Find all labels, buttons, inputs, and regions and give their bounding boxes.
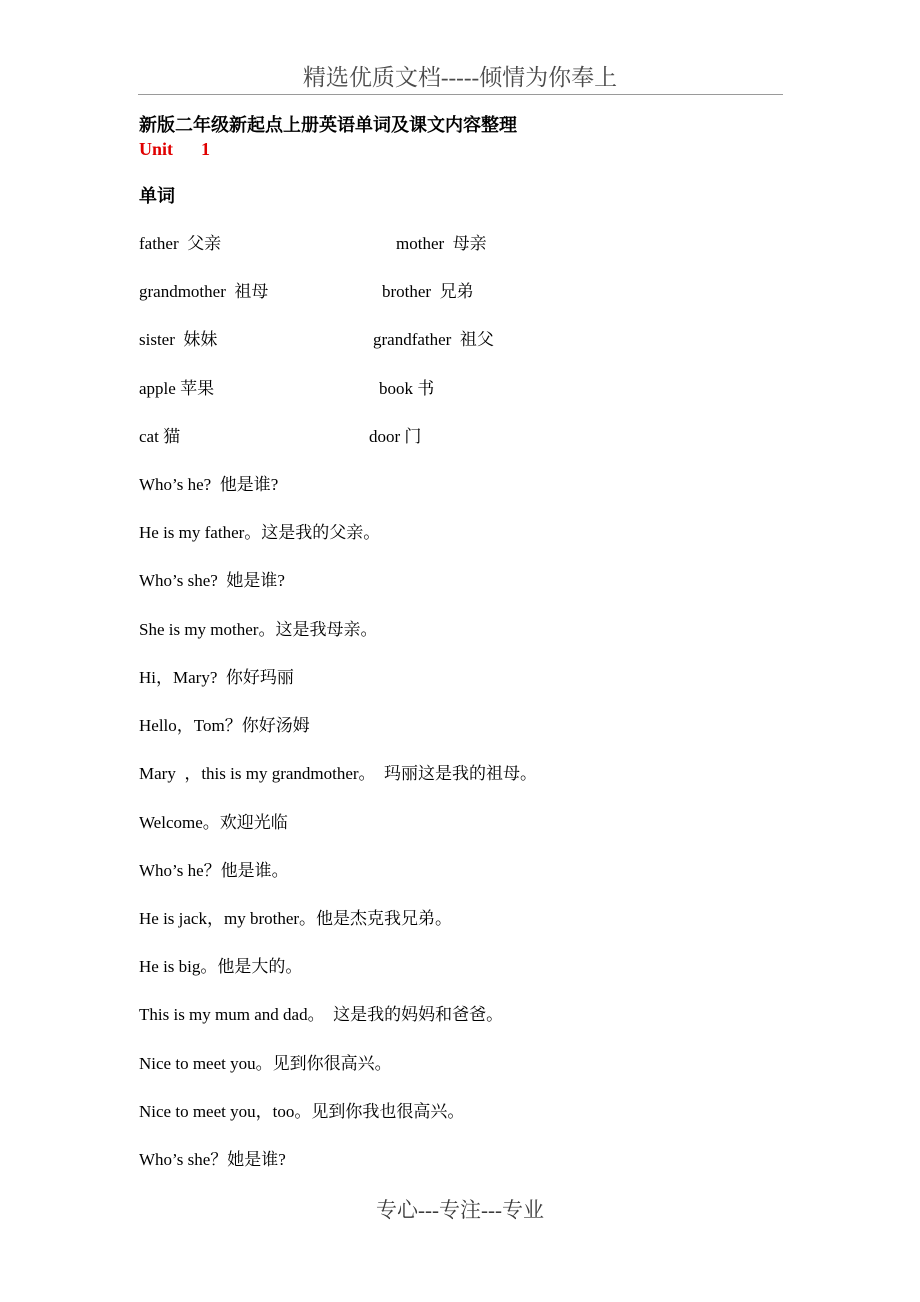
page-footer: 专心---专注---专业 — [376, 1198, 544, 1222]
sentence-line: Who’s she？她是谁? — [139, 1150, 286, 1169]
vocab-right: book 书 — [379, 379, 435, 398]
vocab-left: father 父亲 — [139, 234, 222, 253]
sentence-line: He is my father。这是我的父亲。 — [139, 523, 381, 542]
sentence-line: Hello，Tom？你好汤姆 — [139, 716, 310, 735]
document-title: 新版二年级新起点上册英语单词及课文内容整理 — [139, 115, 517, 135]
sentence-line: Welcome。欢迎光临 — [139, 813, 288, 832]
page-header: 精选优质文档-----倾情为你奉上 — [302, 65, 618, 90]
sentence-line: Who’s she? 她是谁? — [139, 571, 285, 590]
unit-label: Unit — [139, 139, 174, 159]
sentence-line: This is my mum and dad。 这是我的妈妈和爸爸。 — [139, 1005, 504, 1024]
sentence-line: He is big。他是大的。 — [139, 957, 303, 976]
sentence-line: Hi，Mary? 你好玛丽 — [139, 668, 294, 687]
unit-number: 1 — [201, 139, 211, 159]
vocab-right: grandfather 祖父 — [373, 330, 494, 349]
vocab-right: mother 母亲 — [396, 234, 487, 253]
unit-heading — [139, 137, 210, 161]
vocab-left: grandmother 祖母 — [139, 282, 269, 301]
section-heading-vocabulary: 单词 — [139, 186, 175, 206]
vocab-right: door 门 — [369, 427, 422, 446]
vocab-right: brother 兄弟 — [382, 282, 474, 301]
sentence-line: Who’s he? 他是谁? — [139, 475, 279, 494]
sentence-line: He is jack，my brother。他是杰克我兄弟。 — [139, 909, 453, 928]
sentence-line: Nice to meet you。见到你很高兴。 — [139, 1054, 392, 1073]
sentence-line: She is my mother。这是我母亲。 — [139, 620, 378, 639]
vocab-left: apple 苹果 — [139, 379, 215, 398]
sentence-line: Mary ，this is my grandmother。 玛丽这是我的祖母。 — [139, 764, 538, 783]
vocab-left: sister 妹妹 — [139, 330, 218, 349]
vocab-left: cat 猫 — [139, 427, 181, 446]
sentence-line: Who’s he？他是谁。 — [139, 861, 289, 880]
sentence-line: Nice to meet you，too。见到你我也很高兴。 — [139, 1102, 465, 1121]
header-divider — [138, 94, 783, 95]
